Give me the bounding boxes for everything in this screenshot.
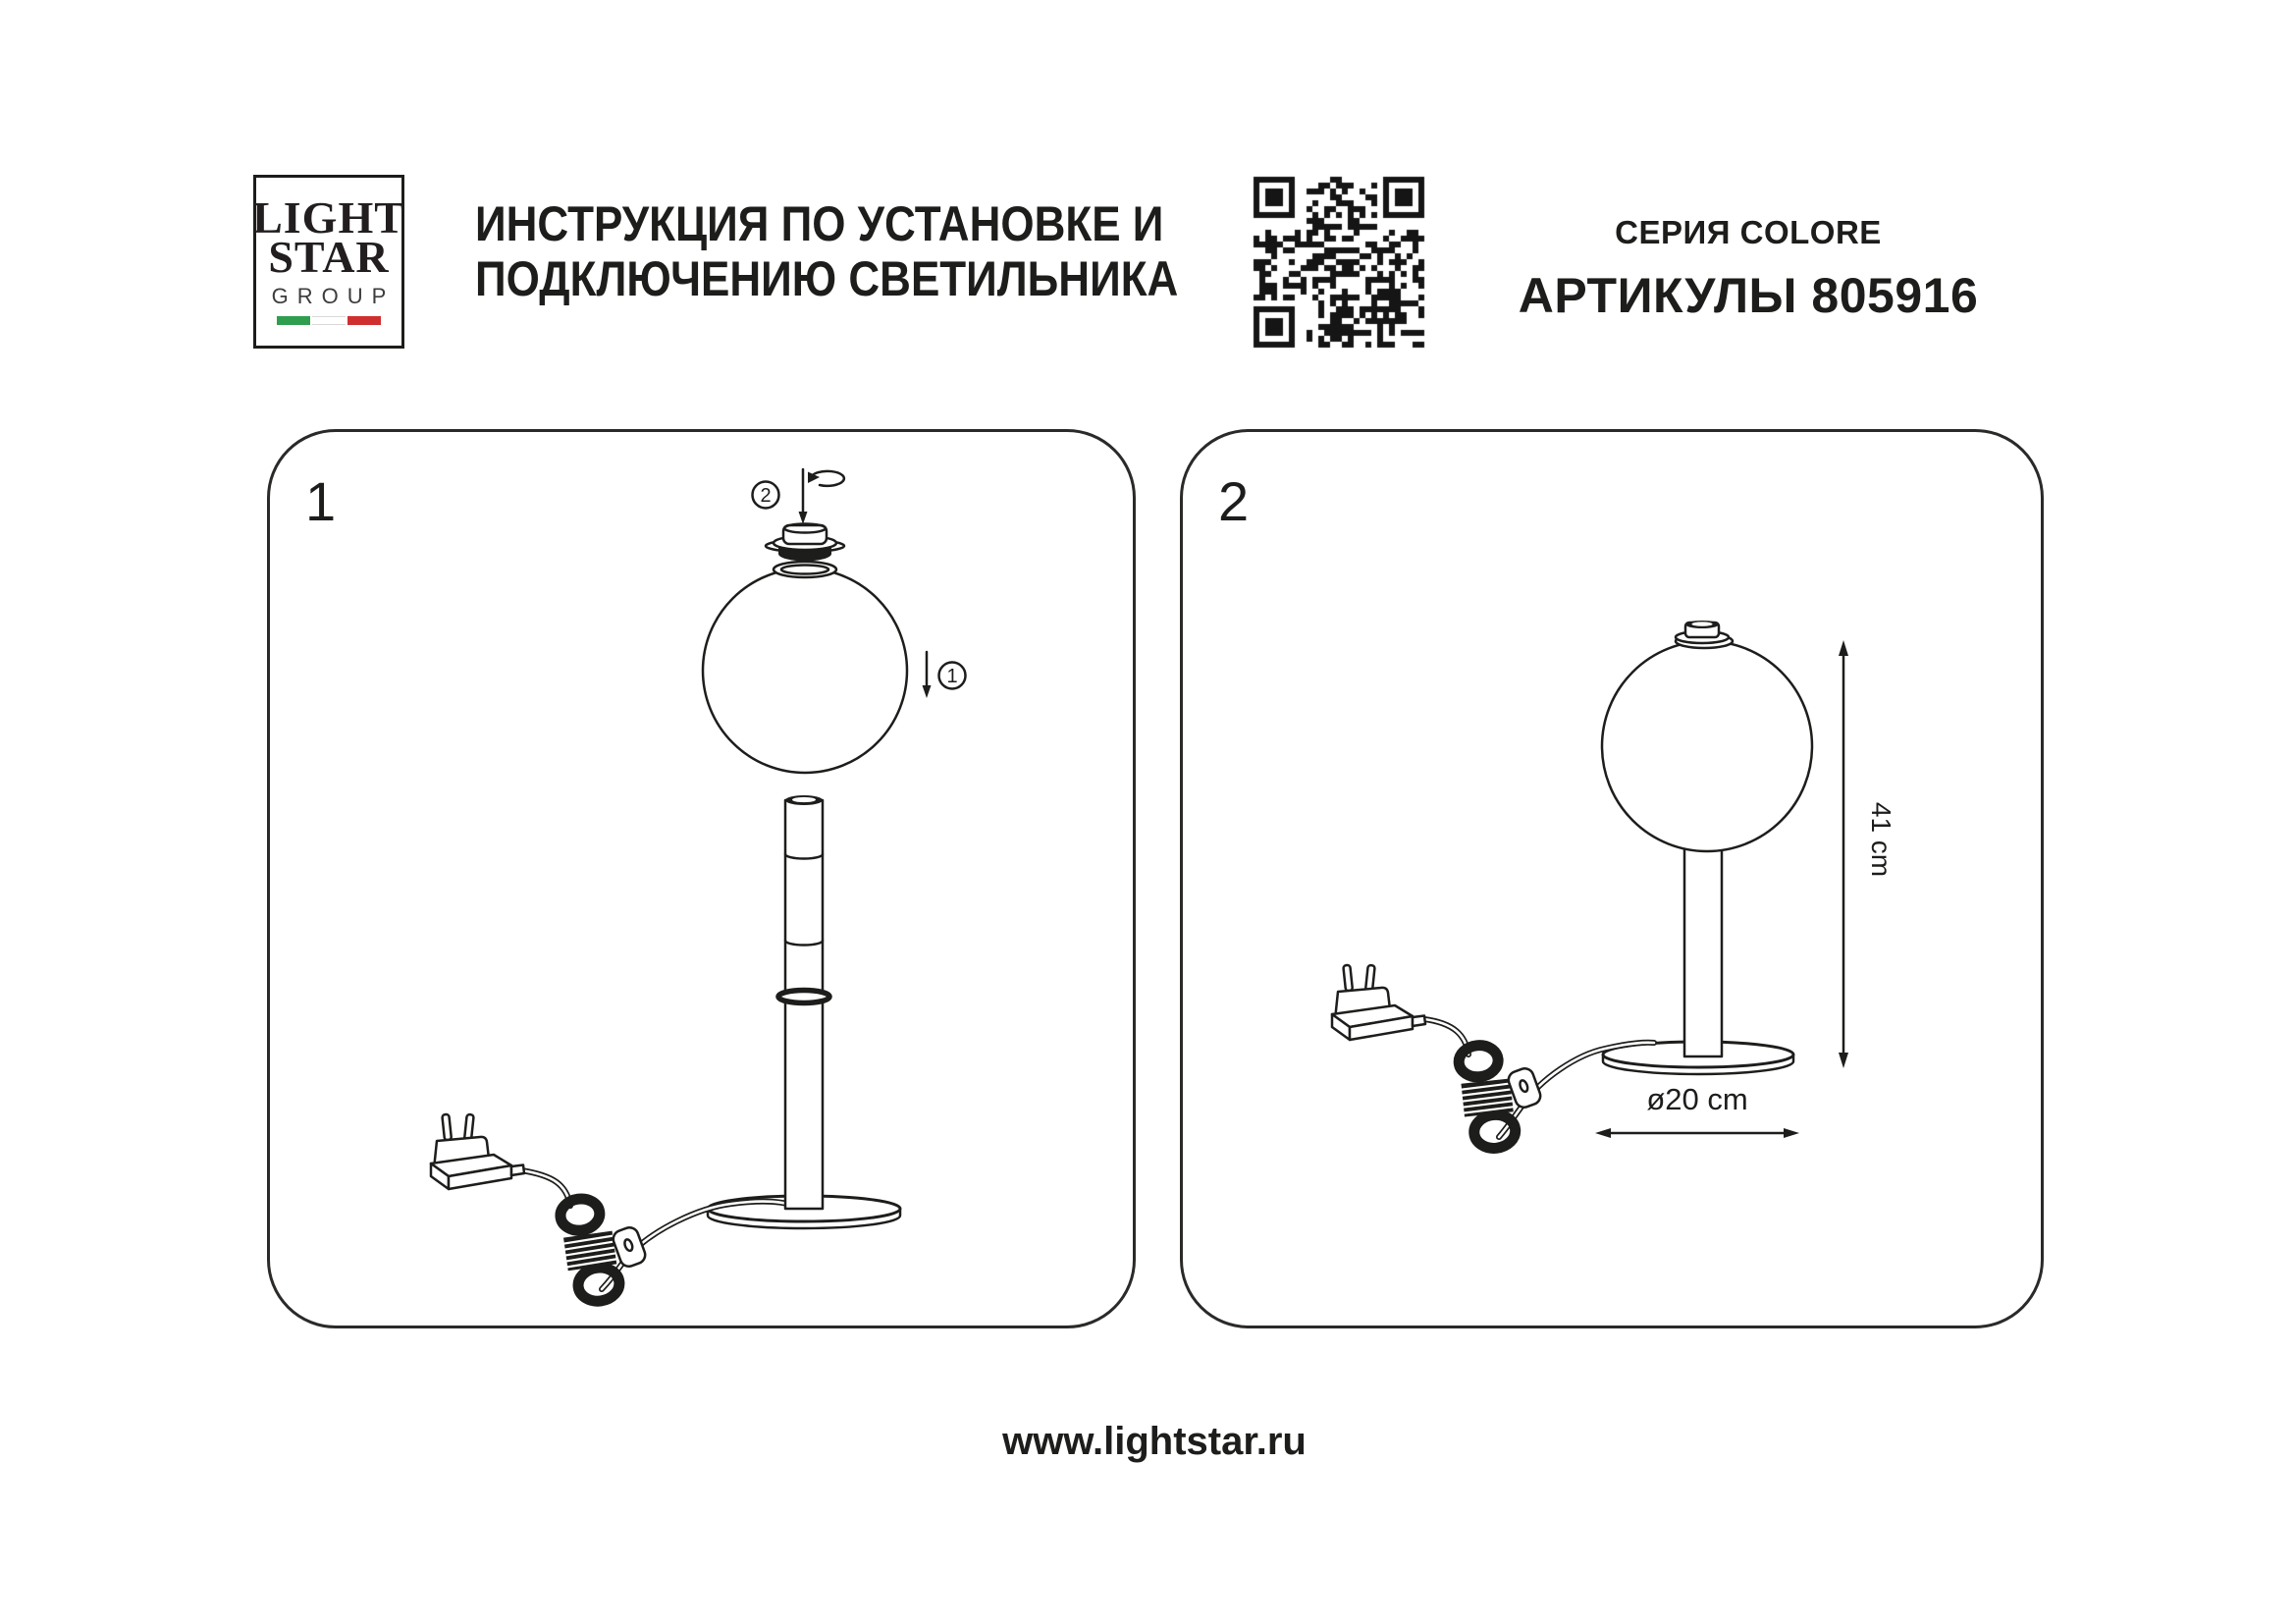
- svg-text:1: 1: [946, 666, 958, 687]
- panel-2-number: 2: [1218, 470, 1250, 532]
- logo-star: STAR: [268, 232, 390, 282]
- italian-flag-icon: [277, 316, 381, 325]
- instruction-title: [475, 196, 1178, 306]
- series-label: СЕРИЯ COLORE: [1615, 214, 1882, 250]
- panel-1-number: 1: [305, 470, 337, 532]
- lamp-cap: [766, 524, 844, 562]
- title-line-1: ИНСТРУКЦИЯ ПО УСТАНОВКЕ И: [475, 196, 1164, 251]
- step-marker-1: [939, 663, 966, 689]
- flag-white: [312, 316, 346, 325]
- website-text: www.lightstar.ru: [1002, 1420, 1307, 1463]
- svg-text:2: 2: [760, 485, 772, 507]
- logo-group: GROUP: [271, 284, 396, 308]
- glass-sphere: [703, 562, 907, 773]
- lamp-pole: [778, 795, 829, 1209]
- lamp-cap: [1676, 621, 1729, 643]
- logo-light: LIGHT: [252, 192, 405, 243]
- qr-code: [1252, 175, 1426, 350]
- lightstar-logo: [253, 175, 404, 349]
- svg-text:ø20 cm: ø20 cm: [1646, 1082, 1748, 1116]
- glass-sphere: [1602, 634, 1812, 851]
- panel-2-dimensions: [1180, 429, 2044, 1328]
- flag-red: [347, 316, 381, 325]
- article-number: АРТИКУЛЫ 805916: [1518, 268, 1979, 323]
- series-block: [1503, 214, 1994, 324]
- height-dimension: [1839, 640, 1896, 1068]
- panel-1-assembly: [267, 429, 1136, 1328]
- title-line-2: ПОДКЛЮЧЕНИЮ СВЕТИЛЬНИКА: [475, 251, 1179, 306]
- power-cable: [1424, 1019, 1654, 1137]
- rotation-arrow-icon: [799, 469, 844, 524]
- diameter-dimension: [1595, 1082, 1799, 1138]
- down-arrow-icon: [923, 652, 932, 698]
- step-marker-2: [753, 482, 779, 509]
- lamp-pole: [1684, 848, 1722, 1056]
- svg-text:41 cm: 41 cm: [1866, 801, 1896, 878]
- flag-green: [277, 316, 310, 325]
